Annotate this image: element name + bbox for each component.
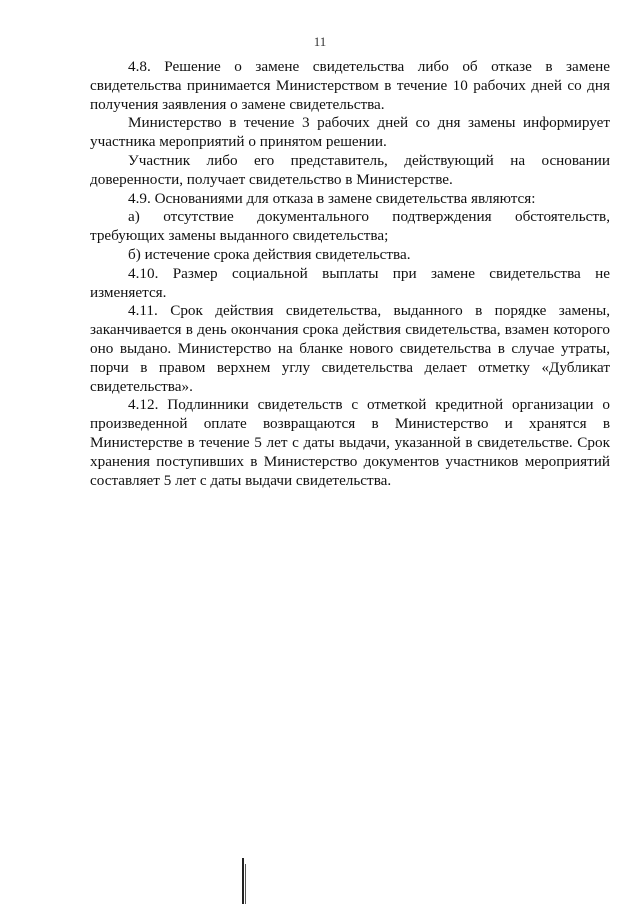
scan-artifact-thin — [245, 864, 246, 904]
paragraph-4-9: 4.9. Основаниями для отказа в замене свидетельства являются: — [128, 189, 536, 207]
paragraph-ministry-informs: Министерство в течение 3 рабочих дней со дня замены информирует участника мероприятий о принятом решении. — [90, 114, 610, 151]
scan-artifact — [242, 858, 244, 904]
paragraph-4-12: 4.12. Подлинники свидетельств с отметкой кредитной организации о произведенной оплате возвращаются в Министерство и хранятся в Министерстве в течение 5 лет с даты выдачи, указанной в свидетельстве. Срок хранения поступивших в Министерство документов участников мероприятий составляет 5 лет с даты выдачи свидетельства. — [90, 396, 610, 489]
paragraph-4-9-a: а) отсутствие документального подтверждения обстоятельств, требующих замены выданного свидетельства; — [90, 208, 610, 245]
paragraph-4-11: 4.11. Срок действия свидетельства, выданного в порядке замены, заканчивается в день окончания срока действия свидетельства, взамен которого оно выдано. Министерство на бланке нового свидетельства в случае утраты, порчи в правом верхнем углу свидетельства делает отметку «Дубликат свидетельства». — [90, 302, 610, 395]
paragraph-participant-receives: Участник либо его представитель, действующий на основании доверенности, получает свидетельство в Министерстве. — [90, 151, 610, 188]
paragraph-4-10: 4.10. Размер социальной выплаты при замене свидетельства не изменяется. — [90, 264, 610, 301]
page-number: 11 — [313, 34, 327, 49]
document-body — [90, 58, 610, 490]
paragraph-4-8: 4.8. Решение о замене свидетельства либо об отказе в замене свидетельства принимается Министерством в течение 10 рабочих дней со дня получения заявления о замене свидетельства. — [90, 58, 610, 113]
paragraph-4-9-b: б) истечение срока действия свидетельства. — [128, 245, 411, 263]
